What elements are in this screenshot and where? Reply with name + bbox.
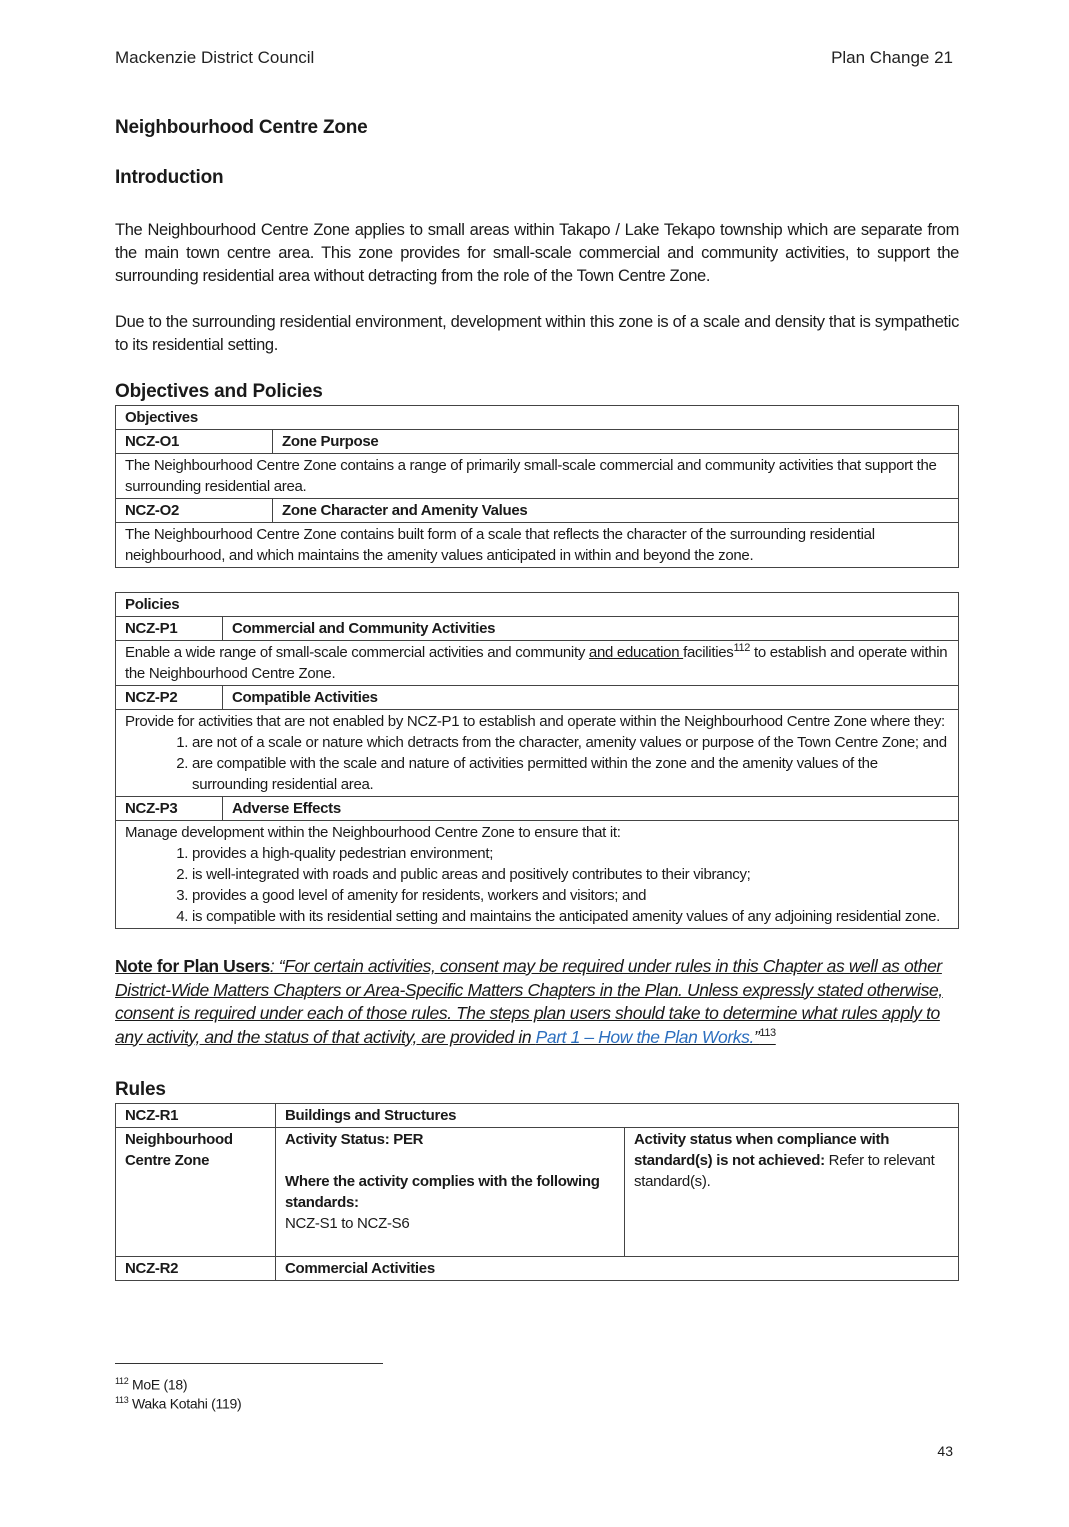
objectives-header: Objectives <box>116 406 959 430</box>
rule-where: Where the activity complies with the following standards: <box>285 1173 600 1211</box>
rule-status-cell <box>276 1128 625 1257</box>
objectives-heading: Objectives and Policies <box>115 381 323 402</box>
list-item: 1. provides a high-quality pedestrian environment; <box>192 843 949 864</box>
policy-title: Adverse Effects <box>223 797 959 821</box>
objective-title: Zone Character and Amenity Values <box>273 499 959 523</box>
list-item: 2. are compatible with the scale and nature of activities permitted within the zone and the amenity values of the surrounding residential area. <box>192 753 949 795</box>
policies-header: Policies <box>116 593 959 617</box>
rules-table <box>115 1103 959 1281</box>
footnote-text: Waka Kotahi (119) <box>128 1395 242 1412</box>
note-label: Note for Plan Users <box>115 956 270 976</box>
policy-intro: Provide for activities that are not enabled by NCZ-P1 to establish and operate within the Neighbourhood Centre Zone where they: <box>125 713 945 730</box>
note-end-quote: ” <box>753 1026 760 1047</box>
objective-text: The Neighbourhood Centre Zone contains built form of a scale that reflects the character of the surrounding residential neighbourhood, and which maintains the amenity values anticipated in within and beyond the zone. <box>116 523 959 568</box>
footnote-number: 112 <box>115 1376 129 1386</box>
list-item: 4. is compatible with its residential setting and maintains the anticipated amenity values of any adjoining residential zone. <box>192 906 949 927</box>
policy-title: Compatible Activities <box>223 686 959 710</box>
rules-heading: Rules <box>115 1079 166 1100</box>
intro-paragraph-1: The Neighbourhood Centre Zone applies to small areas within Takapo / Lake Tekapo township which are separate from the main town centre area. This zone provides for small-scale commercial and community activities, to support the surrounding residential area without detracting from the role of the Town Centre Zone. <box>115 221 959 285</box>
footnote <box>115 1395 241 1412</box>
page-number: 43 <box>937 1443 953 1459</box>
footnote-ref[interactable]: 113 <box>759 1026 776 1039</box>
main-content <box>115 117 959 1281</box>
footnote-number: 113 <box>115 1395 129 1405</box>
policy-text-part: to establish and operate within the Neighbourhood Centre Zone. <box>125 644 948 682</box>
rule-title: Buildings and Structures <box>276 1104 959 1128</box>
rule-code: NCZ-R1 <box>116 1104 276 1128</box>
policy-code: NCZ-P2 <box>116 686 223 710</box>
policy-text <box>116 821 959 929</box>
rule-code: NCZ-R2 <box>116 1257 276 1281</box>
objective-code: NCZ-O1 <box>116 430 273 454</box>
policy-code: NCZ-P1 <box>116 617 223 641</box>
policy-text <box>116 641 959 686</box>
list-item: 3. provides a good level of amenity for residents, workers and visitors; and <box>192 885 949 906</box>
policy-list <box>125 732 949 795</box>
plan-users-note <box>115 955 959 1049</box>
rule-noncompliance-cell <box>625 1128 959 1257</box>
intro-heading: Introduction <box>115 167 224 188</box>
policy-intro: Manage development within the Neighbourhood Centre Zone to ensure that it: <box>125 824 621 841</box>
list-item: 1. are not of a scale or nature which detracts from the character, amenity values or purpose of the Town Centre Zone; and <box>192 732 949 753</box>
note-text: : “For certain activities, consent may be required under rules in this Chapter as well as other District-Wide Matters Chapters or Area-Specific Matters Chapters in the Plan. Unless expressly stated otherwise, consent is required under each of those rules. The steps plan users should take to determine what rules apply to any activity, and the status of that activity, are provided in <box>115 956 943 1047</box>
rule-standards: NCZ-S1 to NCZ-S6 <box>285 1215 410 1232</box>
objective-title: Zone Purpose <box>273 430 959 454</box>
rule-zone: Neighbourhood Centre Zone <box>116 1128 276 1257</box>
rule-status: Activity Status: PER <box>285 1131 424 1148</box>
policy-code: NCZ-P3 <box>116 797 223 821</box>
footnote <box>115 1376 187 1393</box>
header-council: Mackenzie District Council <box>115 48 315 67</box>
footnote-ref[interactable]: 112 <box>733 642 751 654</box>
rule-noncompliance-text: Refer to relevant standard(s). <box>634 1152 935 1190</box>
page-title: Neighbourhood Centre Zone <box>115 117 368 138</box>
policy-text-part: facilities <box>683 644 734 661</box>
intro-paragraph-2: Due to the surrounding residential environment, development within this zone is of a scale and density that is sympathetic to its residential setting. <box>115 313 959 354</box>
footnote-text: MoE (18) <box>128 1376 188 1393</box>
plan-works-link[interactable]: Part 1 – How the Plan Works. <box>535 1026 754 1047</box>
policy-text-part: Enable a wide range of small-scale commercial activities and community <box>125 644 589 661</box>
footnote-separator <box>115 1363 383 1364</box>
policy-title: Commercial and Community Activities <box>223 617 959 641</box>
header-plan-change: Plan Change 21 <box>831 48 953 67</box>
objective-code: NCZ-O2 <box>116 499 273 523</box>
policy-list <box>125 843 949 927</box>
policy-text-inserted: and education <box>588 644 684 661</box>
policy-text <box>116 710 959 797</box>
rule-title: Commercial Activities <box>276 1257 959 1281</box>
list-item: 2. is well-integrated with roads and public areas and positively contributes to their vibrancy; <box>192 864 949 885</box>
objective-text: The Neighbourhood Centre Zone contains a range of primarily small-scale commercial and community activities that support the surrounding residential area. <box>116 454 959 499</box>
policies-table <box>115 592 959 929</box>
rule-noncompliance-label: Activity status when compliance with standard(s) is not achieved: <box>634 1131 890 1169</box>
objectives-table <box>115 405 959 568</box>
